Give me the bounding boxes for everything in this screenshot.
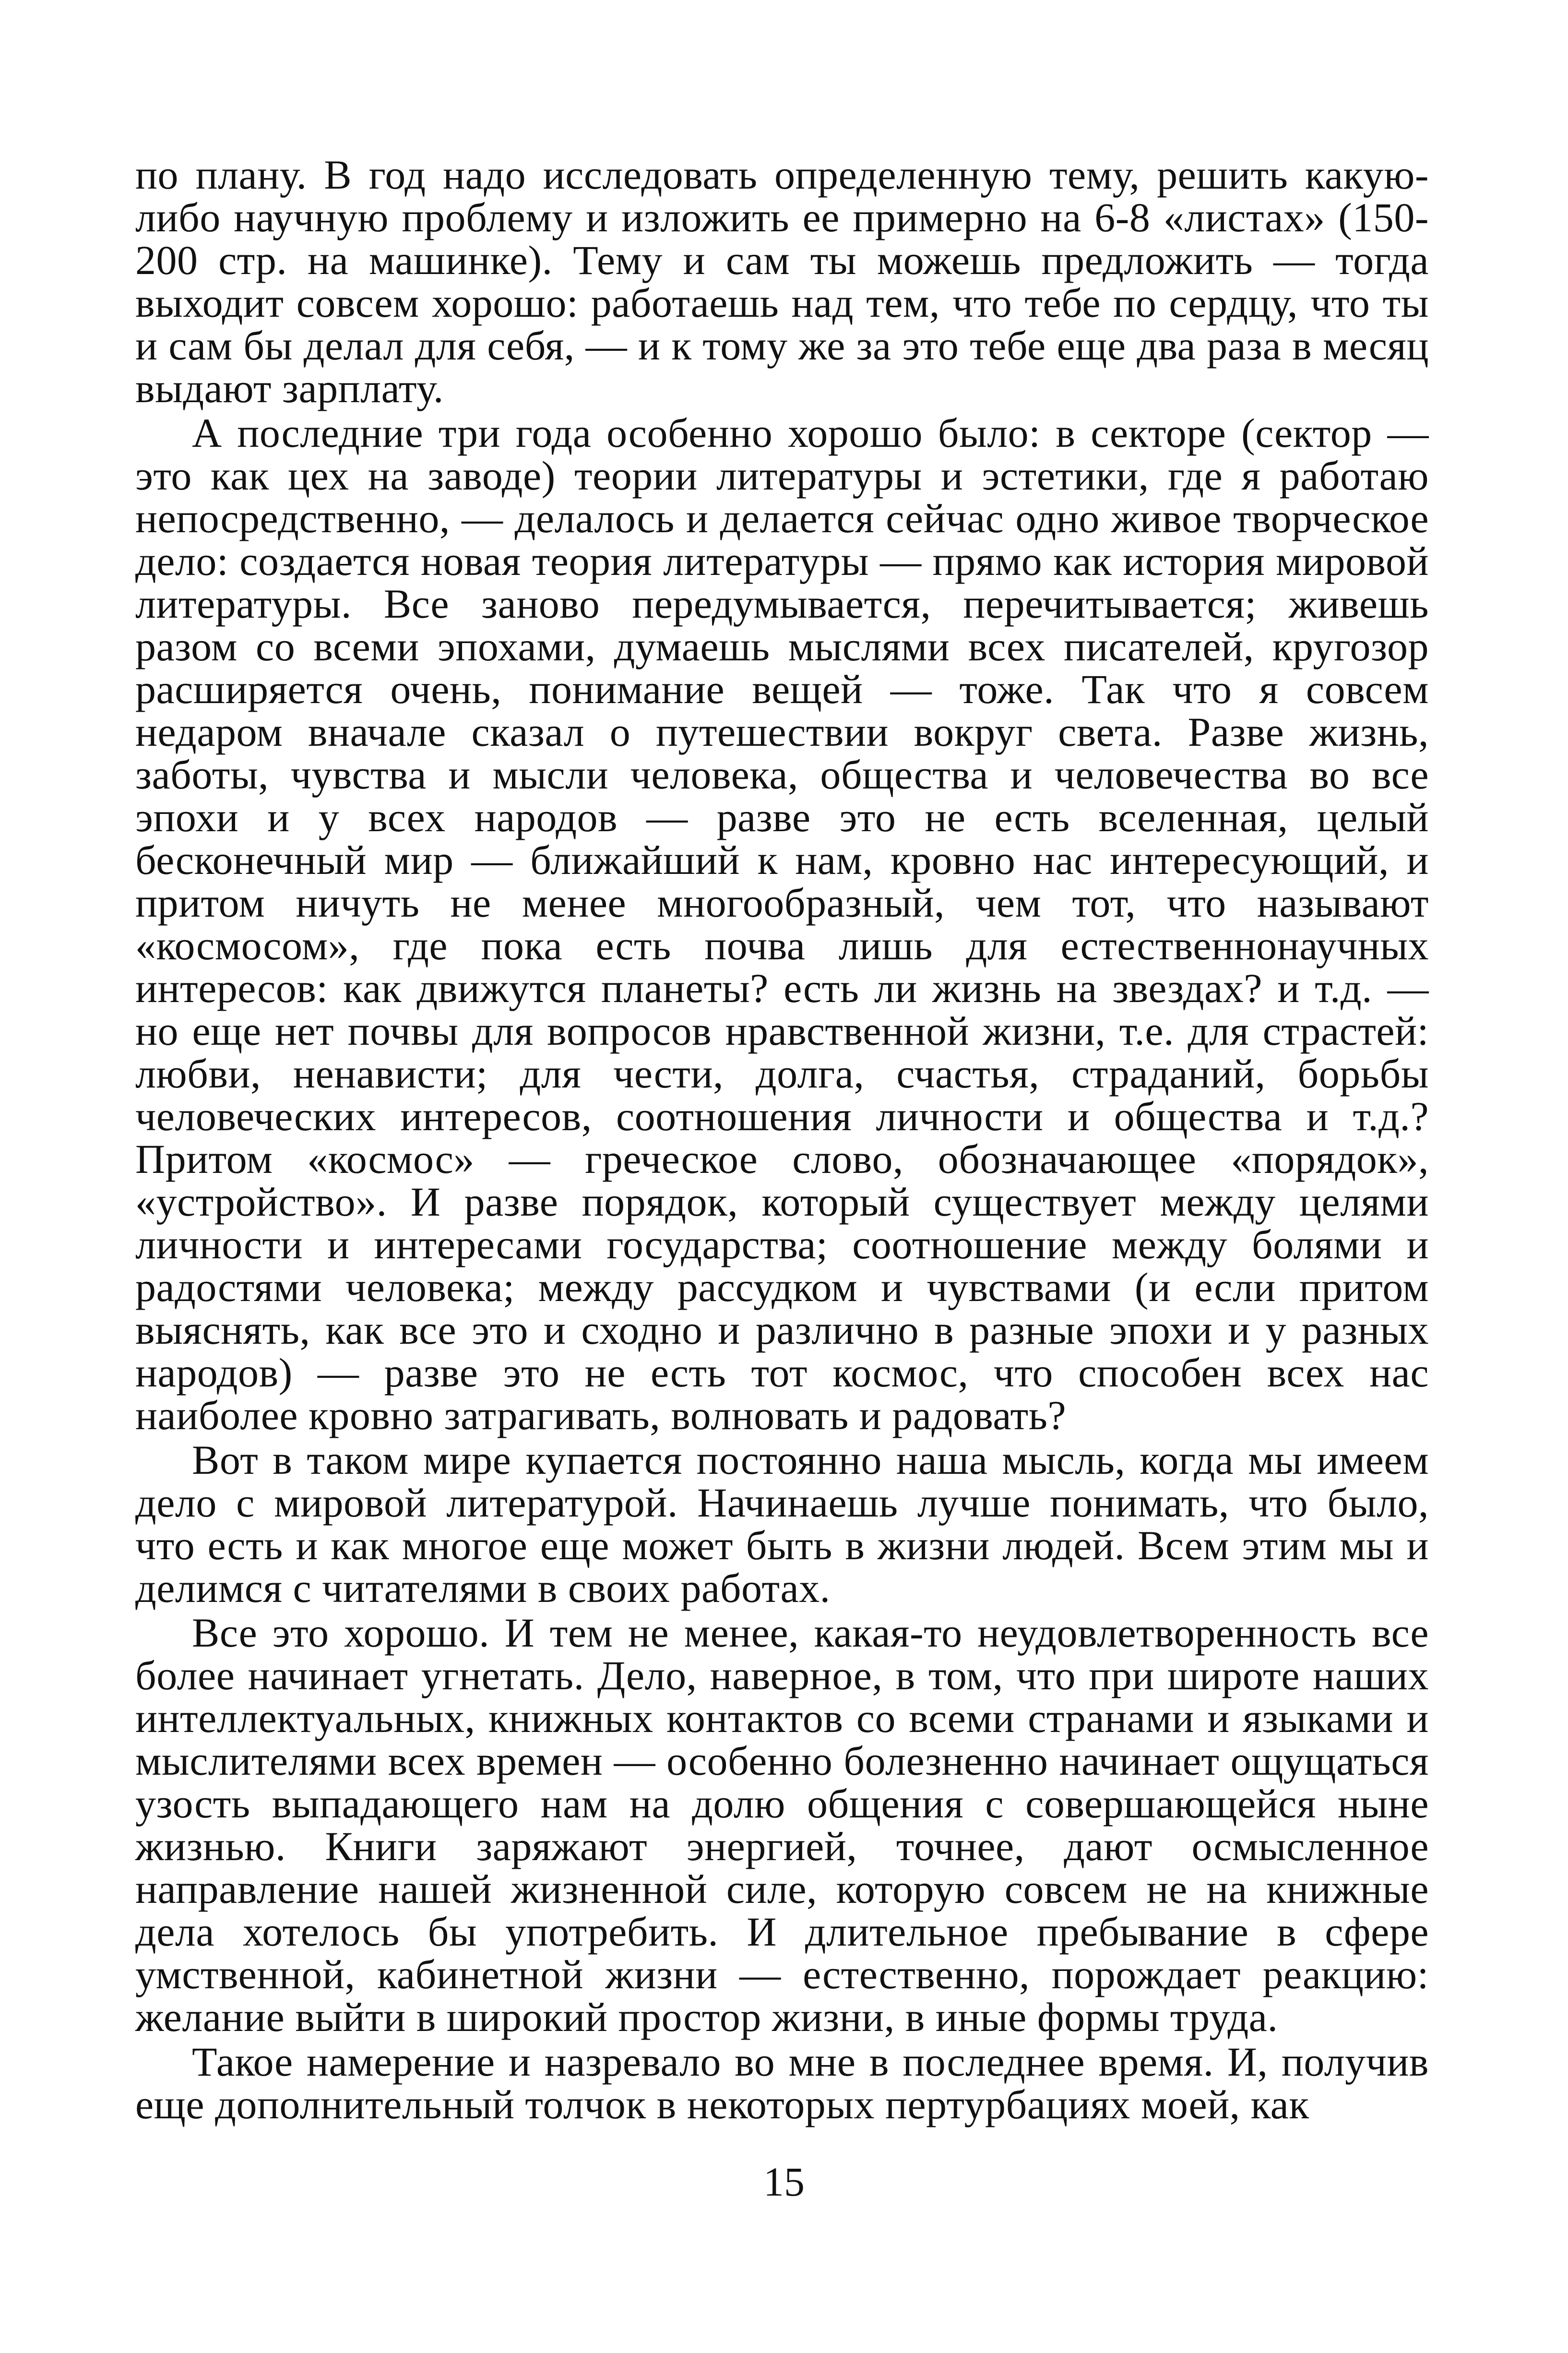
paragraph-4: Все это хорошо. И тем не менее, какая-то неудовлетворенность все более начинает угнетать. Дело, наверное, в том, что при широте наших интеллектуальных, книжных контактов со всеми странами и языками и мыслителями всех времен — особенно болезненно начинает ощущаться узость выпадающего нам на долю общения с совершающейся ныне жизнью. Книги заряжают энергией, точнее, дают осмысленное направление нашей жизненной силе, которую совсем не на книжные дела хотелось бы употребить. И длительное пребывание в сфере умственной, кабинетной жизни — естественно, порождает реакцию: желание выйти в широкий простор жизни, в иные формы труда. (135, 1610, 1429, 2040)
page-number: 15 (763, 2159, 805, 2205)
paragraph-2: А последние три года особенно хорошо было: в секторе (сектор — это как цех на заводе) теории литературы и эстетики, где я работаю непосредственно, — делалось и делается сейчас одно живое творческое дело: создается новая теория литературы — прямо как история мировой литературы. Все заново передумывается, перечитывается; живешь разом со всеми эпохами, думаешь мыслями всех писателей, кругозор расширяется очень, понимание вещей — тоже. Так что я совсем недаром вначале сказал о путешествии вокруг света. Разве жизнь, заботы, чувства и мысли человека, общества и человечества во все эпохи и у всех народов — разве это не есть вселенная, целый бесконечный мир — ближайший к нам, кровно нас интересующий, и притом ничуть не менее многообразный, чем тот, что называют «космосом», где пока есть почва лишь для естественнонаучных интересов: как движутся планеты? есть ли жизнь на звездах? и т.д. — но еще нет почвы для вопросов нравственной жизни, т.е. для страстей: любви, ненависти; для чести, долга, счастья, страданий, борьбы человеческих интересов, соотношения личности и общества и т.д.? Притом «космос» — греческое слово, обозначающее «порядок», «устройство». И разве порядок, который существует между целями личности и интересами государства; соотношение между болями и радостями человека; между рассудком и чувствами (и если притом выяснять, как все это и сходно и различно в разные эпохи и у разных народов) — разве это не есть тот космос, что способен всех нас наиболее кровно затрагивать, волновать и радовать? (135, 410, 1429, 1438)
paragraph-1: по плану. В год надо исследовать определенную тему, решить какую-либо научную проблему и изложить ее примерно на 6-8 «листах» (150-200 стр. на машинке). Тему и сам ты можешь предложить — тогда выходит совсем хорошо: работаешь над тем, что тебе по сердцу, что ты и сам бы делал для себя, — и к тому же за это тебе еще два раза в месяц выдают зарплату. (135, 152, 1429, 411)
paragraph-5: Такое намерение и назревало во мне в последнее время. И, получив еще дополнительный толчок в некоторых пертурбациях моей, как (135, 2039, 1429, 2127)
paragraph-3: Вот в таком мире купается постоянно наша мысль, когда мы имеем дело с мировой литературой. Начинаешь лучше понимать, что было, что есть и как многое еще может быть в жизни людей. Всем этим мы и делимся с читателями в своих работах. (135, 1437, 1429, 1611)
body-text (135, 154, 1429, 2128)
